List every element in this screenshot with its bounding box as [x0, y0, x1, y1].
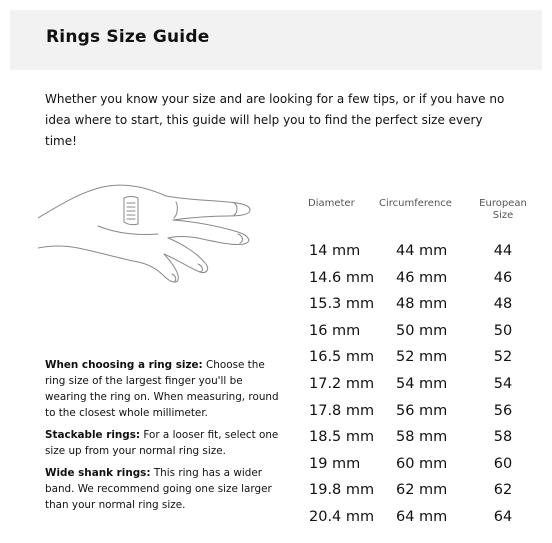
tip-wide-shank [45, 465, 285, 513]
cell-diameter: 16 mm [309, 322, 361, 339]
tip-title: Wide shank rings: [45, 467, 151, 479]
tip-stackable [45, 427, 285, 459]
table-row [300, 398, 540, 424]
table-row [300, 451, 540, 477]
header-european-line1: European [479, 198, 527, 209]
table-row [300, 371, 540, 397]
header-european-size [473, 198, 533, 222]
cell-diameter: 19 mm [309, 455, 361, 472]
tip-body: For a looser fit, select one size up from your normal ring size. [45, 429, 279, 457]
header-european-line2: Size [492, 210, 514, 221]
table-row [300, 424, 540, 450]
cell-circumference: 50 mm [396, 322, 448, 339]
cell-european: 46 [493, 269, 513, 286]
table-row [300, 344, 540, 370]
header-band [10, 10, 542, 70]
cell-circumference: 54 mm [396, 376, 448, 392]
cell-circumference: 52 mm [396, 349, 448, 366]
tips-section [45, 357, 285, 519]
table-row [300, 291, 540, 317]
cell-circumference: 60 mm [396, 455, 448, 472]
cell-diameter: 17.8 mm [309, 402, 375, 419]
cell-diameter: 15.3 mm [309, 296, 375, 313]
cell-diameter: 17.2 mm [309, 376, 375, 392]
cell-european: 52 [493, 349, 513, 366]
cell-european: 60 [493, 455, 513, 472]
cell-european: 48 [493, 296, 513, 313]
cell-diameter: 14 mm [309, 243, 361, 259]
cell-european: 44 [493, 243, 513, 259]
tip-body: Choose the ring size of the largest finger you'll be wearing the ring on. When measuring, round to the closest whole millimeter. [45, 359, 279, 419]
cell-european: 58 [493, 429, 513, 446]
page-title: Rings Size Guide [46, 27, 210, 47]
cell-circumference: 64 mm [396, 509, 448, 525]
table-row [300, 504, 540, 530]
intro-text: Whether you know your size and are looking for a few tips, or if you have no idea where to start, this guide will help you to find the perfect size every time! [45, 92, 505, 148]
tip-title: Stackable rings: [45, 429, 141, 441]
tip-choosing-size [45, 357, 285, 421]
cell-circumference: 44 mm [396, 243, 448, 259]
tip-title: When choosing a ring size: [45, 359, 203, 371]
cell-european: 62 [493, 482, 513, 499]
tip-body: This ring has a wider band. We recommend going one size larger than your normal ring size. [45, 467, 272, 511]
cell-circumference: 46 mm [396, 269, 448, 286]
cell-circumference: 62 mm [396, 482, 448, 499]
table-row [300, 477, 540, 503]
cell-european: 64 [493, 509, 513, 525]
cell-diameter: 18.5 mm [309, 429, 375, 446]
table-row [300, 238, 540, 264]
cell-diameter: 20.4 mm [309, 509, 375, 525]
cell-diameter: 16.5 mm [309, 349, 375, 366]
cell-circumference: 58 mm [396, 429, 448, 446]
cell-diameter: 19.8 mm [309, 482, 375, 499]
hand-with-ring-icon [38, 176, 283, 294]
cell-circumference: 48 mm [396, 296, 448, 313]
header-diameter: Diameter [308, 198, 355, 209]
cell-european: 50 [493, 322, 513, 339]
cell-diameter: 14.6 mm [309, 269, 375, 286]
cell-circumference: 56 mm [396, 402, 448, 419]
cell-european: 56 [493, 402, 513, 419]
header-circumference: Circumference [379, 198, 452, 209]
table-row [300, 265, 540, 291]
cell-european: 54 [493, 376, 513, 392]
table-row [300, 318, 540, 344]
